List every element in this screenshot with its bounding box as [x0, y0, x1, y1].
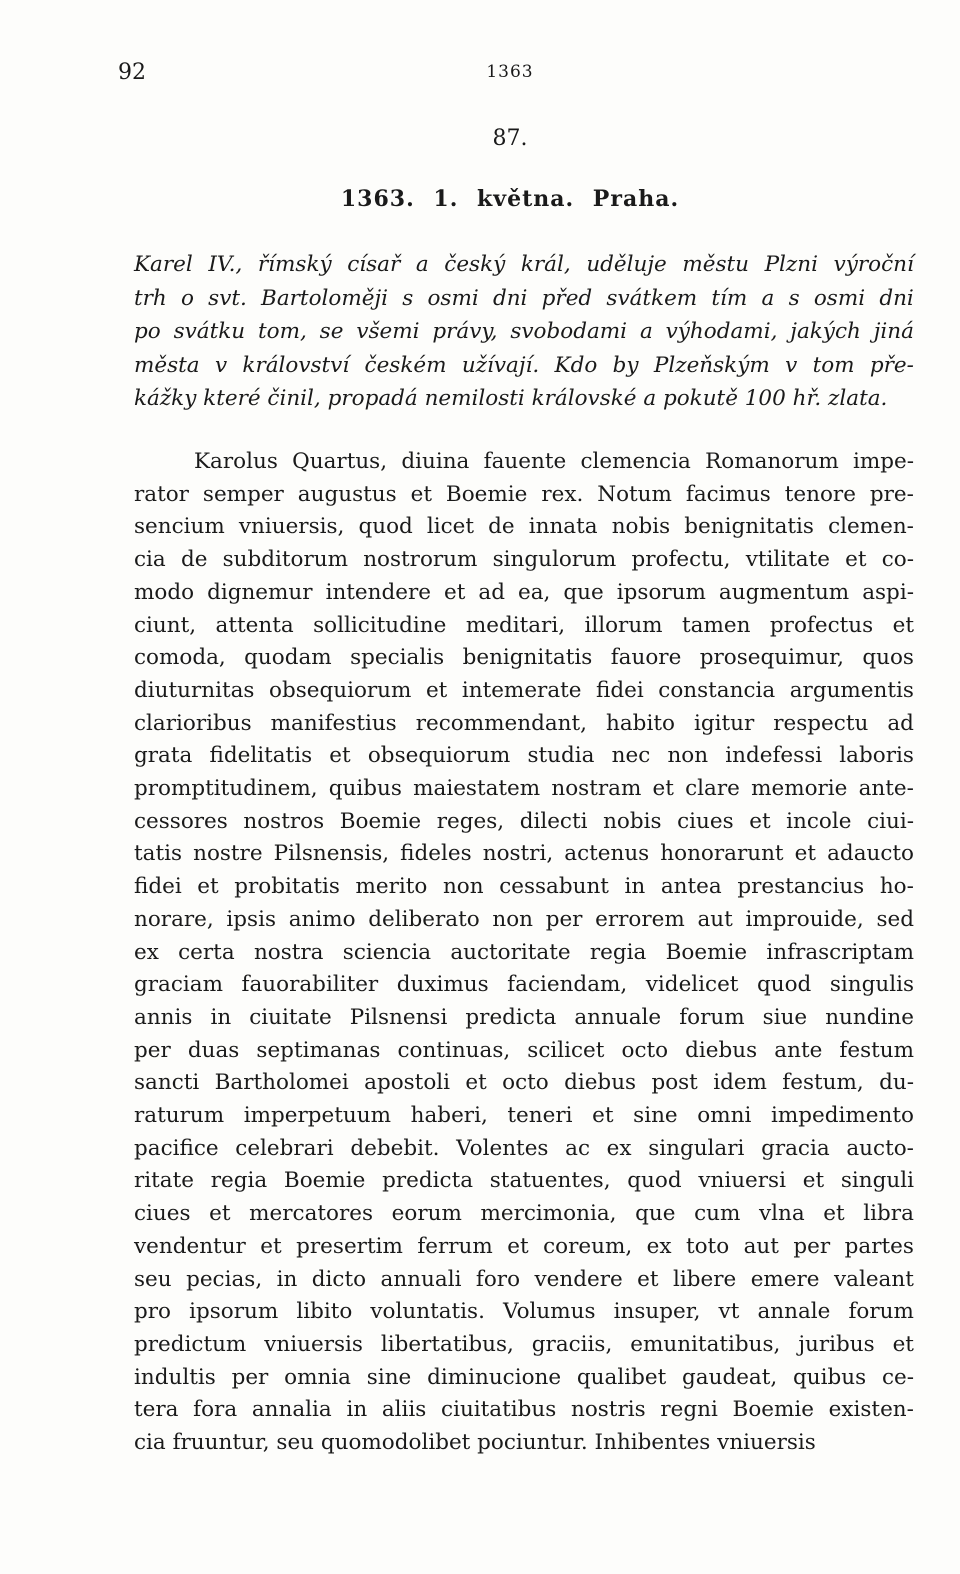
text-line: clarioribus manifestius recommendant, habito igitur respectu ad — [134, 710, 914, 736]
text-line: norare, ipsis animo deliberato non per errorem aut improuide, sed — [134, 906, 914, 932]
document-number: 87. — [492, 126, 528, 151]
text-line: pacifice celebrari debebit. Volentes ac ex singulari gracia aucto- — [134, 1135, 914, 1161]
text-line: diuturnitas obsequiorum et intemerate fidei constancia argumentis — [134, 677, 914, 703]
text-line: promptitudinem, quibus maiestatem nostram et clare memorie ante- — [134, 776, 914, 802]
text-line: tatis nostre Pilsnensis, fideles nostri, actenus honorarunt et adaucto — [134, 841, 914, 867]
text-line: ritate regia Boemie predicta statuentes, quod vniuersi et singuli — [134, 1168, 914, 1194]
running-head: 1363 — [486, 62, 534, 82]
text-line: ciunt, attenta sollicitudine meditari, illorum tamen profectus et — [134, 612, 914, 638]
regest-summary — [134, 248, 914, 416]
text-line: trh o svt. Bartoloměji s osmi dni před svátkem tím a s osmi dni — [134, 285, 914, 311]
text-line: indultis per omnia sine diminucione qualibet gaudeat, quibus ce- — [134, 1364, 914, 1390]
dateline: 1363. 1. května. Praha. — [340, 186, 680, 212]
text-line: cia de subditorum nostrorum singulorum profectu, vtilitate et co- — [134, 547, 914, 573]
text-line: Karel IV., římský císař a český král, uděluje městu Plzni výroční — [134, 252, 914, 277]
text-line: cessores nostros Boemie reges, dilecti nobis ciues et incole ciui- — [134, 808, 914, 834]
text-line: comoda, quodam specialis benignitatis fauore prosequimur, quos — [134, 645, 914, 671]
document-body — [134, 446, 914, 1460]
text-line: sencium vniuersis, quod licet de innata nobis benignitatis clemen- — [134, 514, 914, 540]
text-line: modo dignemur intendere et ad ea, que ipsorum augmentum aspi- — [134, 579, 914, 605]
text-line: tera fora annalia in aliis ciuitatibus nostris regni Boemie existen- — [134, 1397, 914, 1423]
text-line: raturum imperpetuum haberi, teneri et sine omni impedimento — [134, 1103, 914, 1129]
text-line: ciues et mercatores eorum mercimonia, que cum vlna et libra — [134, 1201, 914, 1227]
text-line: per duas septimanas continuas, scilicet octo diebus ante festum — [134, 1037, 914, 1063]
text-line: seu pecias, in dicto annuali foro vendere et libere emere valeant — [134, 1266, 914, 1292]
text-line: fidei et probitatis merito non cessabunt in antea prestancius ho- — [134, 874, 914, 900]
text-line: města v království českém užívají. Kdo by Plzeňským v tom pře- — [134, 352, 914, 378]
text-line: ex certa nostra sciencia auctoritate regia Boemie infrascriptam — [134, 939, 914, 965]
text-line: kážky které činil, propadá nemilosti královské a pokutě 100 hř. zlata. — [134, 386, 888, 412]
text-line: sancti Bartholomei apostoli et octo diebus post idem festum, du- — [134, 1070, 914, 1096]
text-line: pro ipsorum libito voluntatis. Volumus insuper, vt annale forum — [134, 1299, 914, 1325]
text-line: graciam fauorabiliter duximus faciendam, videlicet quod singulis — [134, 972, 914, 998]
text-line: grata fidelitatis et obsequiorum studia nec non indefessi laboris — [134, 743, 914, 769]
text-line: rator semper augustus et Boemie rex. Notum facimus tenore pre- — [134, 481, 914, 507]
text-line: vendentur et presertim ferrum et coreum, ex toto aut per partes — [134, 1233, 914, 1259]
text-line: po svátku tom, se všemi právy, svobodami a výhodami, jakých jiná — [134, 319, 914, 345]
text-line: annis in ciuitate Pilsnensi predicta annuale forum siue nundine — [134, 1004, 914, 1030]
text-line: cia fruuntur, seu quomodolibet pociuntur. Inhibentes vniuersis — [134, 1430, 816, 1456]
page-number: 92 — [118, 60, 146, 85]
text-line: Karolus Quartus, diuina fauente clemencia Romanorum impe- — [194, 449, 914, 474]
text-line: predictum vniuersis libertatibus, graciis, emunitatibus, juribus et — [134, 1331, 914, 1357]
